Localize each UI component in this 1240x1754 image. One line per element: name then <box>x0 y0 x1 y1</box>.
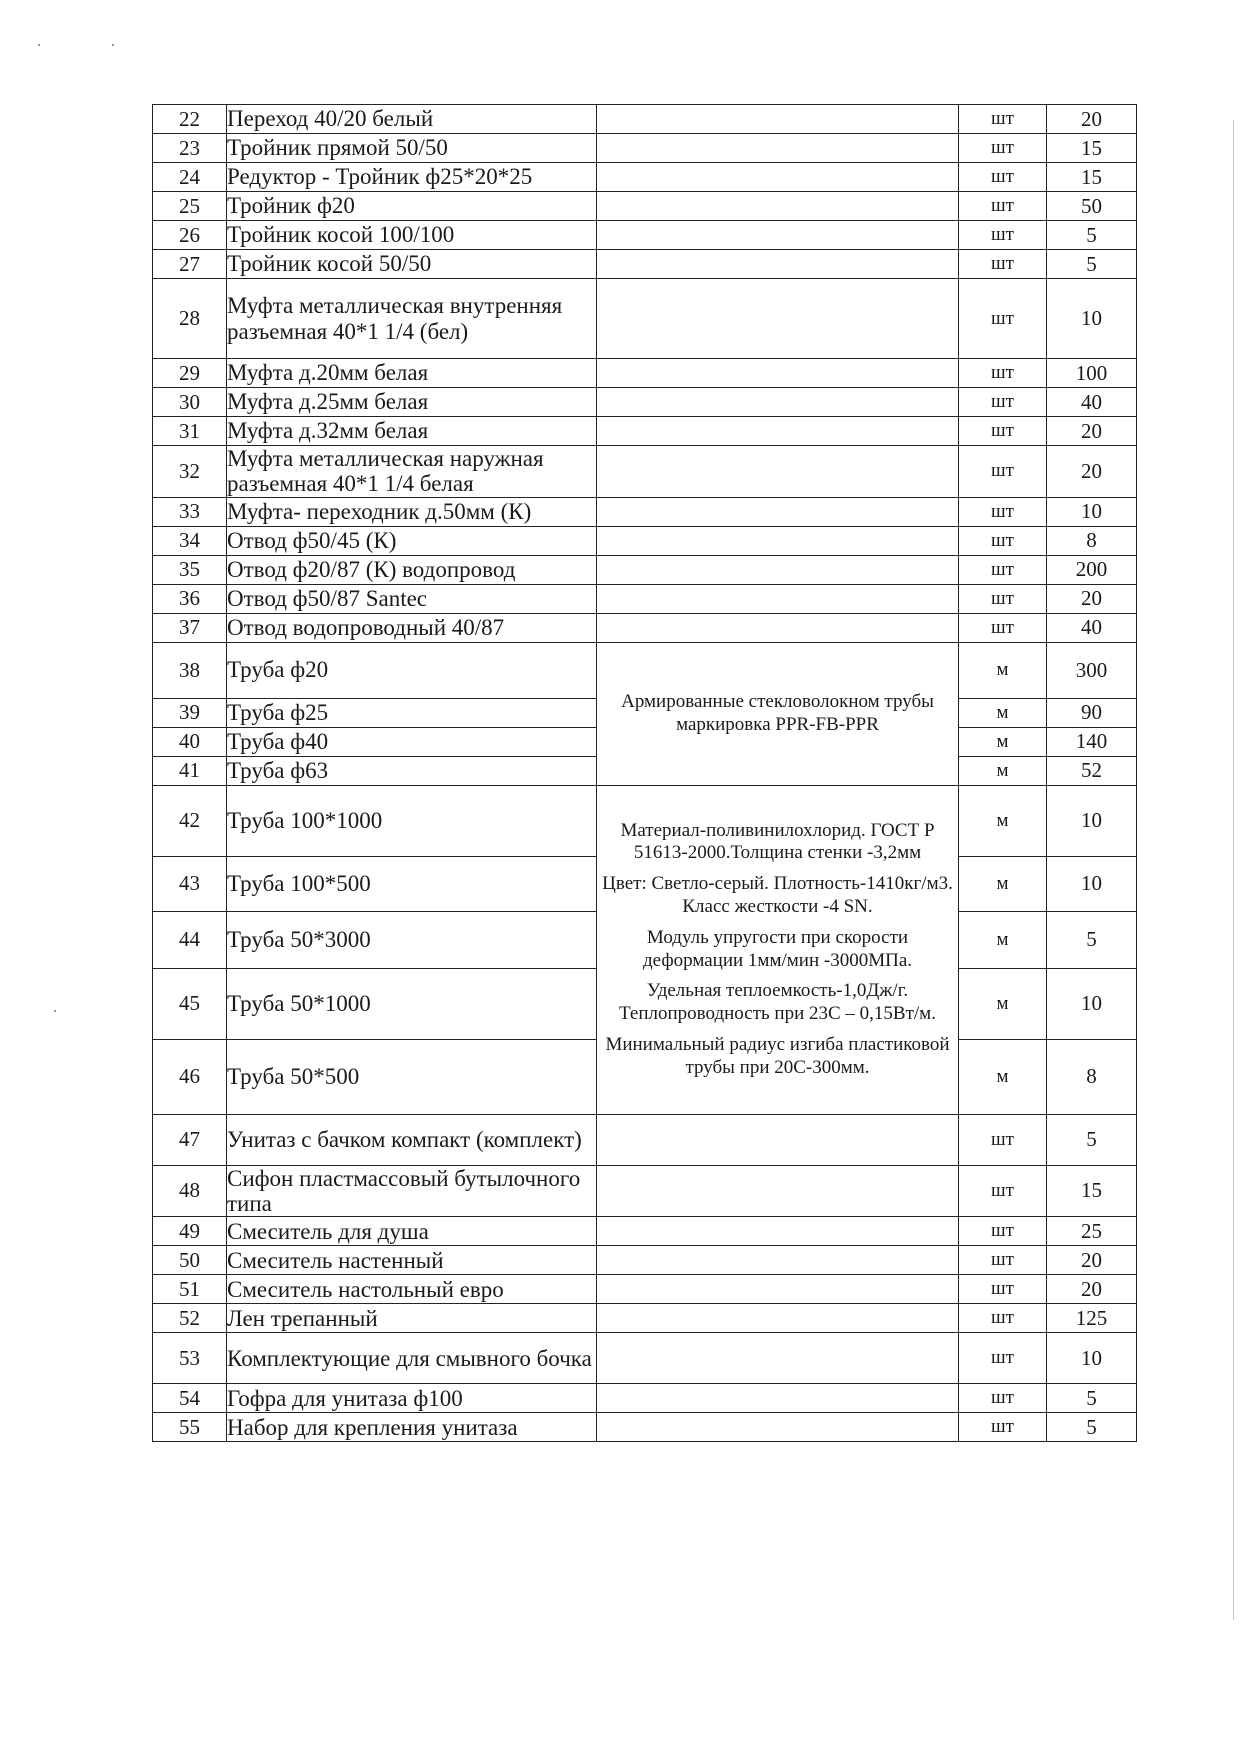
table-row <box>153 134 1137 163</box>
description-line: Минимальный радиус изгиба пластиковой трубы при 20С-300мм. <box>605 1033 950 1078</box>
quantity-cell: 20 <box>1047 1246 1137 1275</box>
materials-table <box>152 104 1137 1442</box>
description-line: Цвет: Светло-серый. Плотность-1410кг/м3. Класс жесткости -4 SN. <box>602 873 953 917</box>
unit-cell: шт <box>959 555 1047 584</box>
table-row <box>153 250 1137 279</box>
row-number: 42 <box>153 785 227 856</box>
item-name: Комплектующие для смывного бочка <box>227 1333 597 1384</box>
description-empty <box>597 584 959 613</box>
unit-cell: шт <box>959 613 1047 642</box>
description-empty <box>597 163 959 192</box>
description-empty <box>597 446 959 498</box>
quantity-cell: 20 <box>1047 105 1137 134</box>
row-number: 33 <box>153 497 227 526</box>
unit-cell: шт <box>959 1114 1047 1165</box>
unit-cell: шт <box>959 279 1047 359</box>
quantity-cell: 20 <box>1047 417 1137 446</box>
unit-cell: м <box>959 785 1047 856</box>
description-empty <box>597 1333 959 1384</box>
quantity-cell: 10 <box>1047 497 1137 526</box>
unit-cell: шт <box>959 417 1047 446</box>
item-name: Муфта д.32мм белая <box>227 417 597 446</box>
table-row <box>153 417 1137 446</box>
scan-speck <box>54 1010 56 1012</box>
item-name: Унитаз с бачком компакт (комплект) <box>227 1114 597 1165</box>
unit-cell: шт <box>959 1275 1047 1304</box>
table-row <box>153 1114 1137 1165</box>
description-empty <box>597 1114 959 1165</box>
quantity-cell: 125 <box>1047 1304 1137 1333</box>
quantity-cell: 5 <box>1047 221 1137 250</box>
table-row <box>153 105 1137 134</box>
item-name: Муфта металлическая внутренняя разъемная 40*1 1/4 (бел) <box>227 279 597 359</box>
quantity-cell: 10 <box>1047 279 1137 359</box>
unit-cell: шт <box>959 1304 1047 1333</box>
description-empty <box>597 359 959 388</box>
row-number: 37 <box>153 613 227 642</box>
row-number: 52 <box>153 1304 227 1333</box>
unit-cell: шт <box>959 1246 1047 1275</box>
description-empty <box>597 388 959 417</box>
unit-cell: шт <box>959 1165 1047 1217</box>
quantity-cell: 5 <box>1047 1114 1137 1165</box>
item-name: Тройник ф20 <box>227 192 597 221</box>
unit-cell: шт <box>959 446 1047 498</box>
item-name: Тройник косой 50/50 <box>227 250 597 279</box>
row-number: 47 <box>153 1114 227 1165</box>
quantity-cell: 300 <box>1047 642 1137 698</box>
scan-speck <box>38 44 40 46</box>
quantity-cell: 52 <box>1047 756 1137 785</box>
item-name: Отвод ф20/87 (К) водопровод <box>227 555 597 584</box>
unit-cell: шт <box>959 163 1047 192</box>
quantity-cell: 20 <box>1047 584 1137 613</box>
quantity-cell: 140 <box>1047 727 1137 756</box>
description-empty <box>597 613 959 642</box>
row-number: 45 <box>153 968 227 1039</box>
table-row <box>153 446 1137 498</box>
item-name: Труба 50*1000 <box>227 968 597 1039</box>
description-empty <box>597 417 959 446</box>
quantity-cell: 40 <box>1047 613 1137 642</box>
quantity-cell: 25 <box>1047 1217 1137 1246</box>
description-line: Материал-поливинилохлорид. ГОСТ Р 51613-2000.Толщина стенки -3,2мм <box>620 819 935 864</box>
quantity-cell: 200 <box>1047 555 1137 584</box>
row-number: 25 <box>153 192 227 221</box>
description-empty <box>597 1413 959 1442</box>
table-row <box>153 613 1137 642</box>
item-name: Смеситель для душа <box>227 1217 597 1246</box>
description-empty <box>597 1275 959 1304</box>
item-name: Отвод ф50/45 (К) <box>227 526 597 555</box>
unit-cell: шт <box>959 1384 1047 1413</box>
description-empty <box>597 1217 959 1246</box>
item-name: Труба 50*500 <box>227 1039 597 1114</box>
item-name: Труба ф20 <box>227 642 597 698</box>
table-row <box>153 555 1137 584</box>
table-row <box>153 388 1137 417</box>
item-name: Труба 50*3000 <box>227 911 597 968</box>
row-number: 36 <box>153 584 227 613</box>
table-row <box>153 1304 1137 1333</box>
quantity-cell: 5 <box>1047 1413 1137 1442</box>
unit-cell: м <box>959 698 1047 727</box>
description-empty <box>597 1384 959 1413</box>
row-number: 38 <box>153 642 227 698</box>
unit-cell: шт <box>959 497 1047 526</box>
quantity-cell: 8 <box>1047 1039 1137 1114</box>
item-name: Лен трепанный <box>227 1304 597 1333</box>
item-name: Сифон пластмассовый бутылочного типа <box>227 1165 597 1217</box>
unit-cell: м <box>959 968 1047 1039</box>
table-row <box>153 279 1137 359</box>
scan-speck <box>112 44 114 46</box>
table-row <box>153 1384 1137 1413</box>
row-number: 41 <box>153 756 227 785</box>
description-empty <box>597 250 959 279</box>
row-number: 53 <box>153 1333 227 1384</box>
table-row <box>153 163 1137 192</box>
quantity-cell: 5 <box>1047 1384 1137 1413</box>
quantity-cell: 10 <box>1047 968 1137 1039</box>
item-name: Отвод водопроводный 40/87 <box>227 613 597 642</box>
unit-cell: шт <box>959 250 1047 279</box>
description-line: Удельная теплоемкость-1,0Дж/г. Теплопроводность при 23С – 0,15Вт/м. <box>619 980 936 1025</box>
table-row <box>153 221 1137 250</box>
row-number: 29 <box>153 359 227 388</box>
table-row <box>153 1275 1137 1304</box>
item-name: Набор для крепления унитаза <box>227 1413 597 1442</box>
row-number: 39 <box>153 698 227 727</box>
row-number: 46 <box>153 1039 227 1114</box>
row-number: 32 <box>153 446 227 498</box>
quantity-cell: 90 <box>1047 698 1137 727</box>
description-empty <box>597 497 959 526</box>
quantity-cell: 10 <box>1047 785 1137 856</box>
item-name: Редуктор - Тройник ф25*20*25 <box>227 163 597 192</box>
row-number: 24 <box>153 163 227 192</box>
row-number: 23 <box>153 134 227 163</box>
item-name: Гофра для унитаза ф100 <box>227 1384 597 1413</box>
item-name: Муфта д.20мм белая <box>227 359 597 388</box>
table-row <box>153 1333 1137 1384</box>
description-empty <box>597 279 959 359</box>
row-number: 49 <box>153 1217 227 1246</box>
row-number: 50 <box>153 1246 227 1275</box>
quantity-cell: 15 <box>1047 163 1137 192</box>
row-number: 30 <box>153 388 227 417</box>
table-row <box>153 497 1137 526</box>
quantity-cell: 5 <box>1047 911 1137 968</box>
row-number: 51 <box>153 1275 227 1304</box>
row-number: 54 <box>153 1384 227 1413</box>
table-row <box>153 1165 1137 1217</box>
description-empty <box>597 526 959 555</box>
item-name: Тройник прямой 50/50 <box>227 134 597 163</box>
unit-cell: шт <box>959 526 1047 555</box>
description-empty <box>597 221 959 250</box>
unit-cell: шт <box>959 1413 1047 1442</box>
unit-cell: м <box>959 1039 1047 1114</box>
item-name: Муфта д.25мм белая <box>227 388 597 417</box>
item-name: Муфта металлическая наружная разъемная 40*1 1/4 белая <box>227 446 597 498</box>
quantity-cell: 100 <box>1047 359 1137 388</box>
unit-cell: шт <box>959 134 1047 163</box>
unit-cell: шт <box>959 192 1047 221</box>
row-number: 34 <box>153 526 227 555</box>
quantity-cell: 20 <box>1047 1275 1137 1304</box>
item-name: Отвод ф50/87 Santec <box>227 584 597 613</box>
unit-cell: шт <box>959 388 1047 417</box>
row-number: 40 <box>153 727 227 756</box>
row-number: 31 <box>153 417 227 446</box>
description-empty <box>597 1165 959 1217</box>
quantity-cell: 15 <box>1047 134 1137 163</box>
quantity-cell: 5 <box>1047 250 1137 279</box>
description-line: Модуль упругости при скорости деформации 1мм/мин -3000МПа. <box>643 926 912 971</box>
table-row <box>153 584 1137 613</box>
unit-cell: шт <box>959 359 1047 388</box>
unit-cell: шт <box>959 1217 1047 1246</box>
unit-cell: м <box>959 642 1047 698</box>
row-number: 55 <box>153 1413 227 1442</box>
table-row <box>153 359 1137 388</box>
table-row <box>153 1246 1137 1275</box>
scan-edge-line <box>1233 120 1234 1620</box>
item-name: Труба 100*500 <box>227 856 597 911</box>
description-empty <box>597 105 959 134</box>
item-name: Смеситель настенный <box>227 1246 597 1275</box>
unit-cell: шт <box>959 221 1047 250</box>
table-row <box>153 642 1137 698</box>
item-name: Смеситель настольный евро <box>227 1275 597 1304</box>
quantity-cell: 50 <box>1047 192 1137 221</box>
unit-cell: м <box>959 727 1047 756</box>
unit-cell: м <box>959 756 1047 785</box>
row-number: 48 <box>153 1165 227 1217</box>
item-name: Муфта- переходник д.50мм (К) <box>227 497 597 526</box>
unit-cell: шт <box>959 584 1047 613</box>
item-name: Труба ф25 <box>227 698 597 727</box>
table-row <box>153 1413 1137 1442</box>
table-row <box>153 192 1137 221</box>
quantity-cell: 20 <box>1047 446 1137 498</box>
item-name: Труба 100*1000 <box>227 785 597 856</box>
description-empty <box>597 134 959 163</box>
row-number: 43 <box>153 856 227 911</box>
table-row <box>153 1217 1137 1246</box>
table-row <box>153 785 1137 856</box>
description-pvc-pipes <box>597 785 959 1114</box>
unit-cell: м <box>959 856 1047 911</box>
row-number: 26 <box>153 221 227 250</box>
item-name: Переход 40/20 белый <box>227 105 597 134</box>
row-number: 22 <box>153 105 227 134</box>
unit-cell: м <box>959 911 1047 968</box>
row-number: 35 <box>153 555 227 584</box>
description-empty <box>597 1246 959 1275</box>
quantity-cell: 10 <box>1047 1333 1137 1384</box>
quantity-cell: 10 <box>1047 856 1137 911</box>
item-name: Труба ф40 <box>227 727 597 756</box>
description-empty <box>597 192 959 221</box>
item-name: Тройник косой 100/100 <box>227 221 597 250</box>
item-name: Труба ф63 <box>227 756 597 785</box>
description-ppr-pipes: Армированные стекловолокном трубы маркировка PPR-FB-PPR <box>597 642 959 785</box>
quantity-cell: 15 <box>1047 1165 1137 1217</box>
quantity-cell: 40 <box>1047 388 1137 417</box>
row-number: 28 <box>153 279 227 359</box>
row-number: 27 <box>153 250 227 279</box>
table-row <box>153 526 1137 555</box>
description-empty <box>597 1304 959 1333</box>
description-empty <box>597 555 959 584</box>
unit-cell: шт <box>959 105 1047 134</box>
unit-cell: шт <box>959 1333 1047 1384</box>
quantity-cell: 8 <box>1047 526 1137 555</box>
row-number: 44 <box>153 911 227 968</box>
